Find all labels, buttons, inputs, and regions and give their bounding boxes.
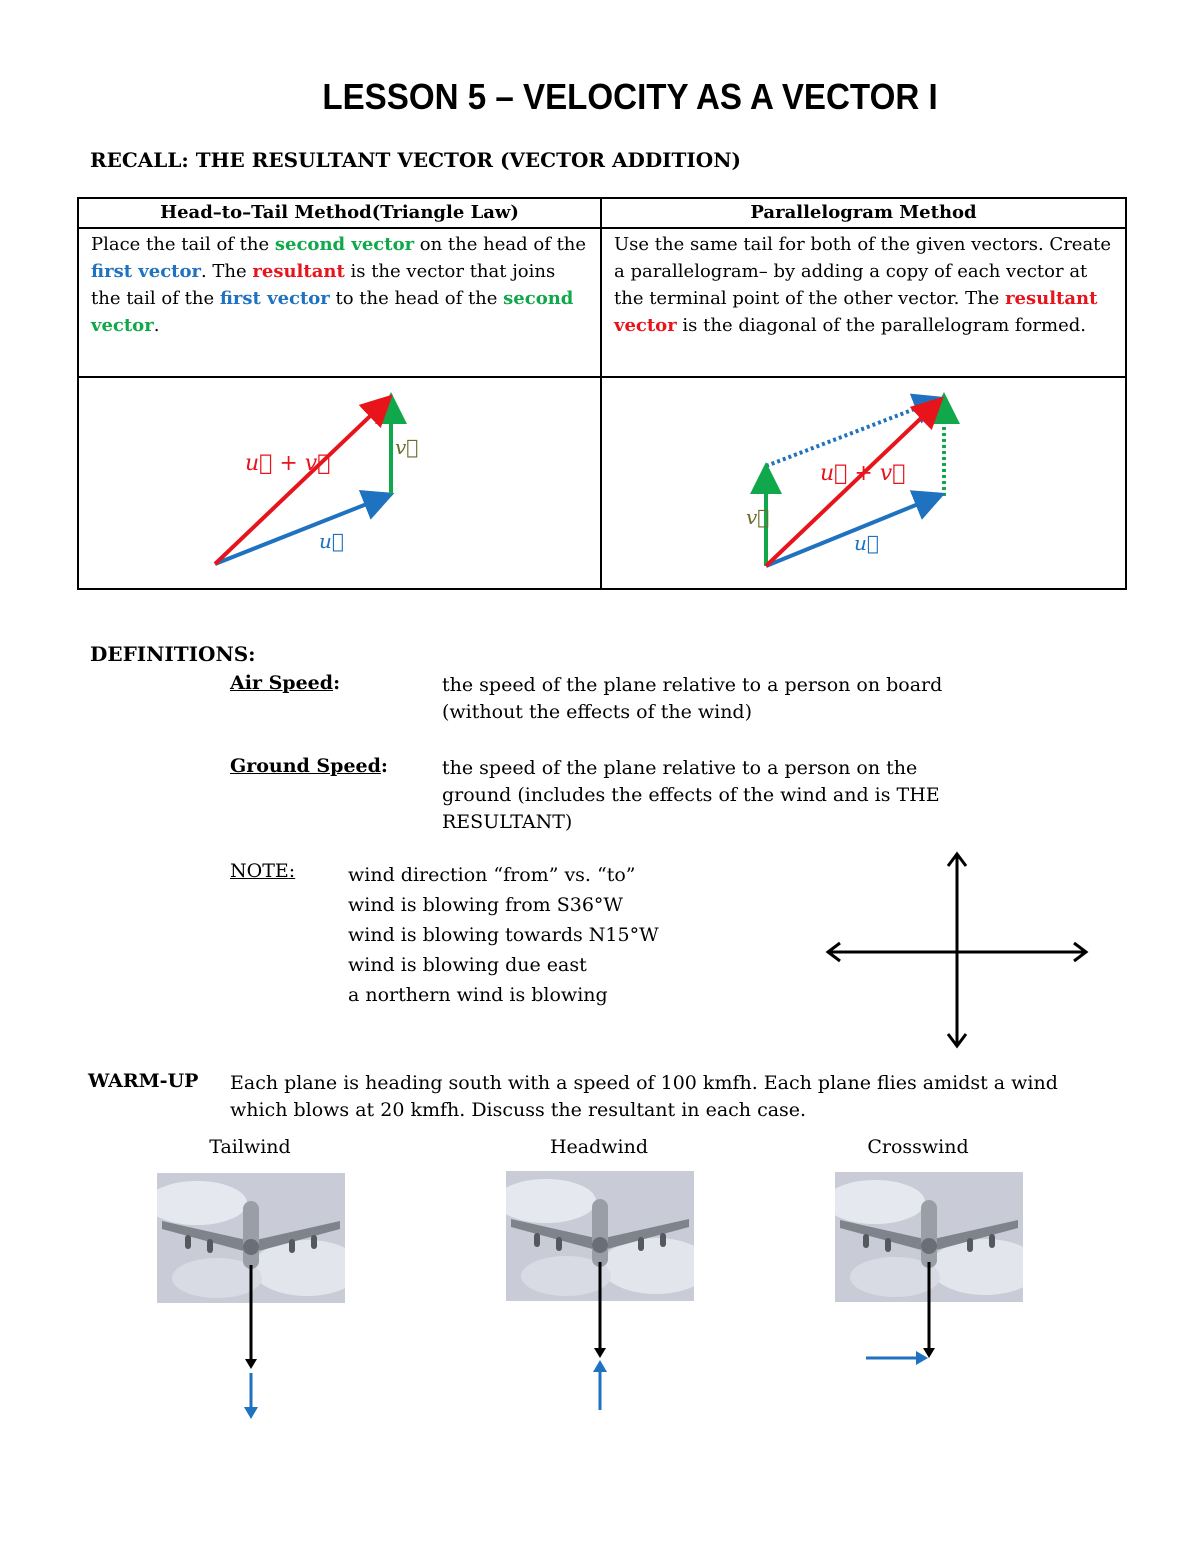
note-term-text: NOTE bbox=[230, 860, 289, 882]
triangle-law-diagram bbox=[79, 378, 600, 580]
note-line: wind is blowing from S36°W bbox=[348, 894, 623, 916]
head-to-tail-description bbox=[78, 228, 601, 377]
plain-text: to the head of the bbox=[329, 288, 504, 309]
crosswind-label: Crosswind bbox=[867, 1136, 969, 1158]
u-label: u⃗ bbox=[319, 529, 344, 553]
note-line: wind is blowing due east bbox=[348, 954, 587, 976]
page-title: LESSON 5 – VELOCITY AS A VECTOR I bbox=[322, 76, 938, 117]
note-lines bbox=[348, 860, 659, 1010]
ground-speed-term bbox=[230, 755, 388, 777]
parallelogram-header: Parallelogram Method bbox=[601, 198, 1126, 228]
v-label: v⃗ bbox=[395, 435, 419, 459]
definitions-heading: DEFINITIONS: bbox=[90, 642, 256, 666]
ground-speed-term-text: Ground Speed bbox=[230, 755, 381, 777]
ground-speed-colon: : bbox=[380, 755, 388, 777]
note-term bbox=[230, 860, 295, 882]
air-speed-term-text: Air Speed bbox=[230, 672, 334, 694]
resultant-arrow bbox=[215, 400, 387, 564]
tailwind-vectors bbox=[236, 1265, 266, 1425]
warmup-text: Each plane is heading south with a speed of 100 kmfh. Each plane flies amidst a wind which blows at 20 kmfh. Discuss the resultant in each case. bbox=[230, 1072, 1058, 1121]
red-highlight: resultant vector bbox=[614, 288, 1098, 336]
note-line: wind is blowing towards N15°W bbox=[348, 924, 659, 946]
plain-text: Use the same tail for both of the given vectors. Create a parallelogram– by adding a copy of each vector at the terminal point of the other vector. The bbox=[614, 234, 1112, 309]
note-line: a northern wind is blowing bbox=[348, 984, 608, 1006]
green-highlight: second vector bbox=[274, 234, 415, 255]
recall-heading: RECALL: THE RESULTANT VECTOR (VECTOR ADDITION) bbox=[90, 148, 741, 172]
air-speed-term bbox=[230, 672, 340, 694]
note-line: wind direction “from” vs. “to” bbox=[348, 864, 636, 886]
plain-text: . bbox=[153, 315, 160, 336]
ground-speed-definition: the speed of the plane relative to a person on the ground (includes the effects of the wind and is THE RESULTANT) bbox=[442, 757, 940, 833]
note-colon: : bbox=[288, 860, 296, 882]
plain-text: . The bbox=[200, 261, 253, 282]
blue-highlight: first vector bbox=[219, 288, 330, 309]
sum-label: u⃗ + v⃗ bbox=[820, 461, 906, 486]
air-speed-definition: the speed of the plane relative to a person on board (without the effects of the wind) bbox=[442, 674, 943, 723]
warmup-label: WARM-UP bbox=[88, 1070, 199, 1092]
crosswind-vectors bbox=[860, 1262, 950, 1372]
plane-arrowhead bbox=[594, 1348, 606, 1358]
red-highlight: resultant bbox=[252, 261, 345, 282]
plain-text: Place the tail of the bbox=[91, 234, 275, 255]
parallelogram-diagram bbox=[602, 378, 1125, 580]
tailwind-label: Tailwind bbox=[209, 1136, 291, 1158]
plain-text: is the vector that joins the tail of the bbox=[91, 261, 556, 309]
wind-arrowhead bbox=[244, 1407, 258, 1419]
green-highlight: second vector bbox=[91, 288, 574, 336]
plain-text: is the diagonal of the parallelogram formed. bbox=[676, 315, 1086, 336]
plane-arrowhead bbox=[245, 1359, 257, 1369]
parallelogram-description bbox=[601, 228, 1126, 377]
air-speed-colon: : bbox=[333, 672, 341, 694]
parallelogram-figure bbox=[601, 377, 1126, 589]
compass-axes bbox=[820, 846, 1095, 1056]
head-to-tail-text bbox=[91, 234, 586, 336]
vector-u-copy-arrow bbox=[766, 400, 938, 466]
triangle-law-figure bbox=[78, 377, 601, 589]
headwind-label: Headwind bbox=[549, 1136, 649, 1158]
u-label: u⃗ bbox=[854, 531, 879, 555]
plain-text: on the head of the bbox=[414, 234, 587, 255]
methods-table bbox=[77, 197, 1127, 590]
parallelogram-text bbox=[614, 234, 1111, 336]
sum-label: u⃗ + v⃗ bbox=[245, 451, 331, 476]
blue-highlight: first vector bbox=[91, 261, 201, 282]
head-to-tail-header: Head–to–Tail Method(Triangle Law) bbox=[78, 198, 601, 228]
wind-arrowhead bbox=[593, 1360, 607, 1372]
v-label: v⃗ bbox=[746, 505, 770, 529]
vector-u-arrow bbox=[766, 496, 938, 566]
headwind-vectors bbox=[585, 1262, 615, 1412]
vector-u-arrow bbox=[215, 496, 387, 564]
